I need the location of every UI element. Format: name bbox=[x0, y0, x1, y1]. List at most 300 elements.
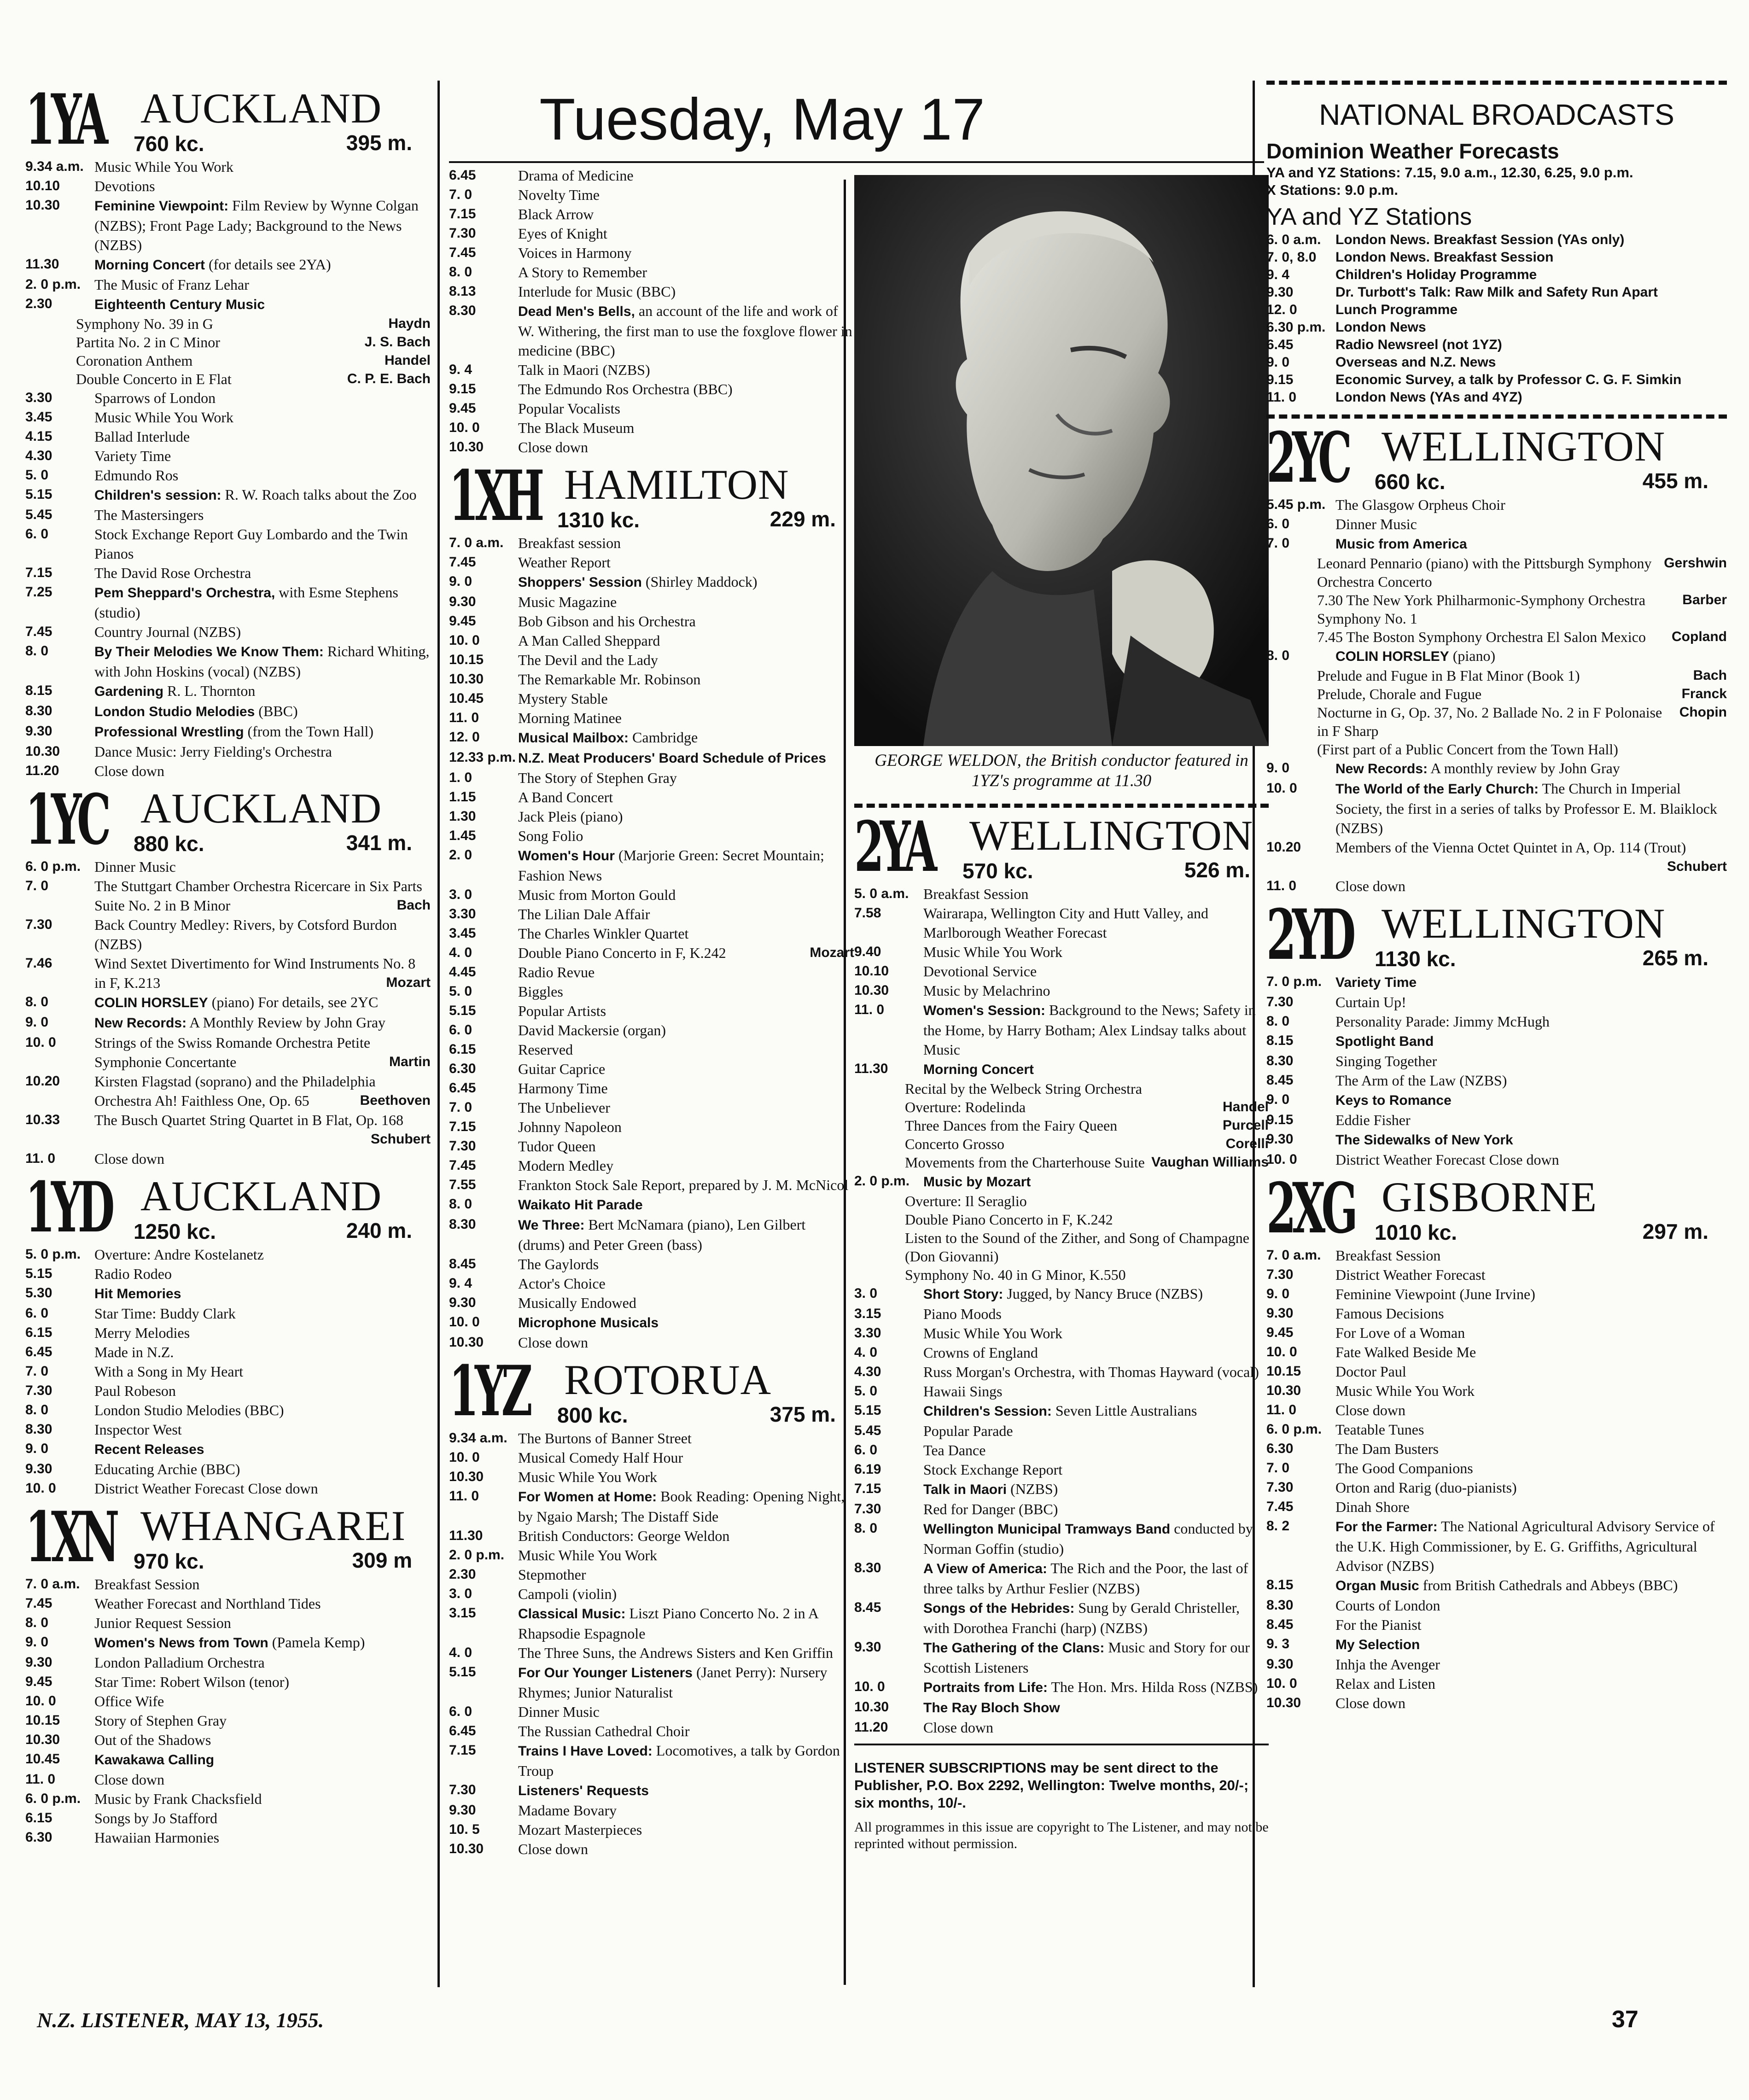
programme bbox=[923, 1000, 1269, 1059]
programme bbox=[94, 505, 431, 525]
programme bbox=[94, 485, 431, 505]
programme bbox=[94, 915, 431, 954]
time: 6. 0 a.m. bbox=[1266, 232, 1321, 247]
time: 10.45 bbox=[25, 1751, 60, 1767]
programme-detail: Film Review by Wynne Colgan (NZBS); Front Page Lady; Background to the News (NZBS) bbox=[94, 197, 419, 253]
programme-feature: COLIN HORSLEY bbox=[94, 995, 208, 1010]
time: 10.20 bbox=[25, 1073, 60, 1089]
ya-yz-heading: YA and YZ Stations bbox=[1266, 204, 1472, 230]
programme-row bbox=[1266, 1362, 1727, 1381]
time: 2.30 bbox=[25, 296, 52, 311]
programme-detail: Red for Danger (BBC) bbox=[923, 1501, 1058, 1517]
programme-feature: Classical Music: bbox=[518, 1606, 626, 1622]
programme bbox=[1335, 1693, 1727, 1713]
time: 9.30 bbox=[1266, 1132, 1294, 1147]
programme-row bbox=[25, 446, 431, 466]
programme bbox=[94, 1613, 431, 1633]
programme-row bbox=[1266, 1071, 1727, 1090]
programme-detail: Close down bbox=[1335, 1402, 1405, 1418]
programme bbox=[518, 1117, 854, 1137]
time: 11. 0 bbox=[854, 1002, 885, 1017]
time: 7.45 bbox=[449, 554, 476, 570]
time: 6.45 bbox=[1266, 337, 1294, 352]
programme-row bbox=[1266, 1381, 1727, 1400]
title-rule bbox=[449, 161, 1264, 163]
programme-row bbox=[449, 1584, 854, 1604]
programme-detail: Devotional Service bbox=[923, 963, 1037, 980]
station-callsign: 1YA bbox=[25, 79, 105, 160]
station-frequency: 880 kc. bbox=[134, 832, 204, 856]
programme-feature: Short Story: bbox=[923, 1287, 1003, 1302]
programme-row bbox=[25, 1342, 431, 1362]
time: 7.30 bbox=[1266, 1267, 1294, 1282]
time: 8.15 bbox=[1266, 1577, 1294, 1592]
time: 9.45 bbox=[1266, 1325, 1294, 1340]
programme-detail: Inspector West bbox=[94, 1421, 182, 1438]
composer: Chopin bbox=[1679, 705, 1727, 720]
time: 7. 0 a.m. bbox=[1266, 1248, 1321, 1263]
programme-row bbox=[1266, 646, 1727, 666]
programme bbox=[1335, 1265, 1727, 1284]
time: 3.15 bbox=[854, 1306, 881, 1321]
programme bbox=[518, 262, 854, 282]
station-city: AUCKLAND bbox=[140, 1172, 382, 1219]
programme-detail: Eddie Fisher bbox=[1335, 1112, 1411, 1128]
programme-work bbox=[854, 1135, 1269, 1153]
programme bbox=[518, 708, 854, 728]
programme-row bbox=[449, 1001, 854, 1021]
programme-feature: Feminine Viewpoint: bbox=[94, 198, 229, 214]
programme-row bbox=[25, 1459, 431, 1479]
programme-detail: Teatable Tunes bbox=[1335, 1421, 1424, 1438]
programme-row bbox=[449, 1059, 854, 1079]
programme-row bbox=[25, 1110, 431, 1149]
programme-feature: N.Z. Meat Producers' Board Schedule of Prices bbox=[518, 751, 826, 766]
programme bbox=[94, 1653, 431, 1672]
programme-detail: District Weather Forecast Close down bbox=[1335, 1151, 1559, 1168]
programme-detail: Merry Melodies bbox=[94, 1324, 190, 1341]
programme bbox=[518, 924, 854, 943]
programme-feature: Keys to Romance bbox=[1335, 1093, 1452, 1108]
programme-row bbox=[25, 1633, 431, 1653]
time: 10. 0 bbox=[854, 1679, 885, 1694]
programme-row bbox=[854, 1362, 1269, 1382]
programme-row bbox=[25, 505, 431, 525]
programme-row bbox=[449, 1215, 854, 1254]
programme bbox=[94, 1342, 431, 1362]
conductor-photo bbox=[854, 175, 1269, 746]
time: 7. 0 bbox=[25, 1364, 49, 1379]
programme bbox=[923, 1598, 1269, 1638]
programme-row bbox=[1266, 1458, 1727, 1478]
time: 7.30 bbox=[449, 1138, 476, 1154]
composer: Bach bbox=[396, 898, 431, 913]
programme bbox=[923, 1698, 1269, 1718]
programme bbox=[518, 807, 854, 826]
programme-row bbox=[449, 1643, 854, 1662]
programme-row bbox=[854, 1382, 1269, 1401]
composer: Franck bbox=[1681, 686, 1727, 701]
programme-row bbox=[25, 1400, 431, 1420]
programme bbox=[518, 885, 854, 904]
programme bbox=[94, 1013, 431, 1033]
time: 3.15 bbox=[449, 1605, 476, 1621]
programme bbox=[518, 572, 854, 592]
station-wavelength: 341 m. bbox=[346, 831, 412, 855]
programme-row bbox=[449, 185, 854, 204]
programme bbox=[1335, 1051, 1727, 1071]
time: 11. 0 bbox=[25, 1151, 56, 1166]
programme-row bbox=[854, 1718, 1269, 1737]
time: 6. 0 bbox=[449, 1704, 472, 1719]
programme-row bbox=[25, 275, 431, 294]
time: 9.15 bbox=[449, 381, 476, 397]
programme-row bbox=[25, 915, 431, 954]
programme-row bbox=[854, 1479, 1269, 1499]
programme-row bbox=[25, 1381, 431, 1400]
programme: Overseas and N.Z. News bbox=[1335, 355, 1496, 370]
programme-detail: Personality Parade: Jimmy McHugh bbox=[1335, 1013, 1550, 1030]
programme-detail: Sung by Gerald Christeller, with Dorothea Franchi (harp) (NZBS) bbox=[923, 1599, 1240, 1636]
programme-detail: with Esme Stephens (studio) bbox=[94, 584, 398, 621]
time: 8. 0 bbox=[1266, 648, 1290, 663]
station-city: WHANGAREI bbox=[140, 1502, 406, 1549]
programme-row bbox=[25, 1283, 431, 1304]
programme bbox=[518, 904, 854, 924]
programme-detail: The Gaylords bbox=[518, 1256, 599, 1272]
programme-row bbox=[449, 1780, 854, 1801]
time: 8.13 bbox=[449, 284, 476, 299]
time: 7.30 bbox=[449, 1782, 476, 1797]
time: 10. 0 bbox=[449, 420, 480, 435]
programme-row bbox=[449, 807, 854, 826]
programme bbox=[518, 438, 854, 457]
programme-row bbox=[1266, 1674, 1727, 1693]
programme-work bbox=[1266, 666, 1727, 685]
time: 8.45 bbox=[854, 1600, 881, 1615]
programme-work bbox=[854, 1266, 1269, 1284]
programme-feature: Dead Men's Bells, bbox=[518, 304, 635, 319]
programme-detail: The Busch Quartet String Quartet in B Flat, Op. 168 bbox=[94, 1112, 404, 1128]
programme-row bbox=[449, 1117, 854, 1137]
time: 4.30 bbox=[854, 1364, 881, 1379]
station-frequency: 570 kc. bbox=[962, 859, 1033, 883]
time: 10. 5 bbox=[449, 1822, 480, 1837]
programme-row bbox=[854, 1401, 1269, 1421]
programme bbox=[923, 1460, 1269, 1479]
programme-detail: For the Pianist bbox=[1335, 1616, 1422, 1633]
programme bbox=[923, 1718, 1269, 1737]
programme-row bbox=[449, 1021, 854, 1040]
programme-detail: The Dam Busters bbox=[1335, 1441, 1439, 1457]
programme-row bbox=[1266, 876, 1727, 896]
station-frequency: 760 kc. bbox=[134, 132, 204, 156]
programme-detail: Voices in Harmony bbox=[518, 245, 632, 261]
programme bbox=[1335, 1130, 1727, 1150]
section-divider bbox=[854, 1744, 1269, 1745]
programme-row bbox=[25, 1420, 431, 1439]
programme-detail: Close down bbox=[1335, 878, 1405, 894]
programme-detail: The Glasgow Orpheus Choir bbox=[1335, 496, 1505, 513]
time: 9. 0 bbox=[1266, 1092, 1290, 1107]
programme bbox=[94, 876, 431, 915]
programme bbox=[518, 185, 854, 204]
programme bbox=[94, 1828, 431, 1847]
station-city: WELLINGTON bbox=[969, 812, 1253, 859]
time: 7.55 bbox=[449, 1177, 476, 1192]
time: 9. 0 bbox=[25, 1015, 49, 1030]
time: 10.20 bbox=[1266, 840, 1301, 855]
station-wavelength: 309 m bbox=[352, 1548, 412, 1572]
national-item bbox=[1266, 319, 1727, 336]
time: 8. 2 bbox=[1266, 1518, 1290, 1534]
programme bbox=[1335, 1246, 1727, 1265]
time: 10.30 bbox=[25, 198, 60, 213]
programme-detail: Madame Bovary bbox=[518, 1802, 617, 1819]
programme-feature: Talk in Maori bbox=[923, 1482, 1007, 1497]
programme-work bbox=[25, 351, 431, 370]
programme: London News bbox=[1335, 320, 1426, 335]
programme-row bbox=[449, 438, 854, 457]
programme-detail: Eyes of Knight bbox=[518, 225, 607, 242]
programme-row bbox=[854, 1460, 1269, 1479]
work-title: 7.30 The New York Philharmonic-Symphony Orchestra Symphony No. 1 bbox=[1317, 592, 1646, 627]
programme-detail: Musically Endowed bbox=[518, 1295, 636, 1311]
programme bbox=[518, 1098, 854, 1117]
programme bbox=[94, 1149, 431, 1168]
programme-detail: Wind Sextet Divertimento for Wind Instruments No. 8 in F, K.213 bbox=[94, 955, 416, 991]
programme-feature: Children's Session: bbox=[923, 1404, 1052, 1419]
programme-detail: Biggles bbox=[518, 983, 563, 1000]
programme-detail: Kirsten Flagstad (soprano) and the Philadelphia Orchestra Ah! Faithless One, Op. 65 bbox=[94, 1073, 376, 1109]
programme-row bbox=[449, 379, 854, 399]
work-title: Concerto Grosso bbox=[905, 1136, 1004, 1152]
programme bbox=[94, 1283, 431, 1304]
time: 9.30 bbox=[1266, 1657, 1294, 1672]
programme bbox=[94, 1750, 431, 1770]
time: 9. 0 bbox=[25, 1441, 49, 1456]
time: 11. 0 bbox=[1266, 1402, 1297, 1418]
programme-feature: Gardening bbox=[94, 684, 164, 699]
time: 11. 0 bbox=[449, 1488, 479, 1504]
station-header bbox=[1266, 417, 1727, 498]
programme-row bbox=[25, 761, 431, 781]
programme bbox=[518, 204, 854, 224]
programme bbox=[94, 1033, 431, 1072]
programme bbox=[518, 631, 854, 650]
time: 10.10 bbox=[854, 963, 889, 979]
programme bbox=[1335, 1634, 1727, 1655]
programme-feature: The Ray Bloch Show bbox=[923, 1700, 1060, 1715]
work-title: Prelude and Fugue in B Flat Minor (Book 1) bbox=[1317, 667, 1580, 684]
programme-row bbox=[25, 1033, 431, 1072]
footer-publication: N.Z. LISTENER, MAY 13, 1955. bbox=[37, 2008, 324, 2032]
programme-row bbox=[449, 924, 854, 943]
programme-detail: (from the Town Hall) bbox=[247, 723, 374, 740]
programme-feature: For Women at Home: bbox=[518, 1489, 657, 1505]
programme-detail: Interlude for Music (BBC) bbox=[518, 283, 676, 300]
programme-detail: Relax and Listen bbox=[1335, 1675, 1435, 1692]
programme bbox=[518, 1175, 854, 1195]
programme-row bbox=[449, 826, 854, 846]
programme: Children's Holiday Programme bbox=[1335, 267, 1537, 282]
programme bbox=[518, 1274, 854, 1293]
programme-row bbox=[449, 982, 854, 1001]
time: 1. 0 bbox=[449, 770, 472, 785]
programme bbox=[1335, 876, 1727, 896]
programme-row bbox=[25, 1479, 431, 1498]
time: 2. 0 p.m. bbox=[25, 277, 81, 292]
time: 6. 0 bbox=[25, 1306, 49, 1321]
programme bbox=[1335, 1517, 1727, 1575]
time: 2.30 bbox=[449, 1567, 476, 1582]
programme-detail: Modern Medley bbox=[518, 1157, 614, 1174]
programme-detail: from British Cathedrals and Abbeys (BBC) bbox=[1423, 1577, 1678, 1593]
station-callsign: 1YD bbox=[25, 1167, 111, 1248]
programme bbox=[518, 826, 854, 846]
composer: C. P. E. Bach bbox=[347, 371, 431, 386]
programme-detail: The Three Suns, the Andrews Sisters and Ken Griffin bbox=[518, 1645, 834, 1661]
programme-feature: Trains I Have Loved: bbox=[518, 1744, 653, 1759]
column-2 bbox=[449, 166, 854, 1859]
programme bbox=[94, 294, 431, 315]
programme-row bbox=[25, 876, 431, 915]
time: 8.30 bbox=[854, 1560, 881, 1575]
time: 9.30 bbox=[25, 1655, 52, 1670]
programme bbox=[923, 962, 1269, 981]
programme-row bbox=[449, 1565, 854, 1584]
programme-detail: Story of Stephen Gray bbox=[94, 1712, 227, 1729]
time: 5.15 bbox=[854, 1403, 881, 1418]
time: 6. 0 p.m. bbox=[25, 859, 81, 874]
time: 9.30 bbox=[449, 594, 476, 609]
programme-work bbox=[1266, 591, 1727, 628]
programme-detail: Tudor Queen bbox=[518, 1138, 596, 1155]
programme bbox=[518, 1021, 854, 1040]
programme bbox=[94, 275, 431, 294]
programme-detail: Harmony Time bbox=[518, 1080, 608, 1097]
time: 6.15 bbox=[449, 1042, 476, 1057]
programme-row bbox=[1266, 1051, 1727, 1071]
programme-detail: Music by Melachrino bbox=[923, 982, 1050, 999]
station-wavelength: 526 m. bbox=[1184, 858, 1250, 882]
programme-feature: By Their Melodies We Know Them: bbox=[94, 644, 324, 659]
programme-detail: Novelty Time bbox=[518, 187, 600, 203]
time: 10. 0 bbox=[449, 633, 480, 648]
time: 5.15 bbox=[25, 487, 52, 502]
time: 8.30 bbox=[1266, 1598, 1294, 1613]
programme bbox=[518, 1312, 854, 1333]
programme-work bbox=[854, 1079, 1269, 1098]
time: 2. 0 p.m. bbox=[449, 1547, 505, 1563]
programme-row bbox=[854, 1172, 1269, 1192]
time: 9.45 bbox=[449, 401, 476, 416]
time: 9.15 bbox=[1266, 1112, 1294, 1127]
station-header bbox=[1266, 1168, 1727, 1249]
station-city: ROTORUA bbox=[564, 1356, 772, 1403]
time: 11. 0 bbox=[25, 1772, 56, 1787]
programme-detail: Music While You Work bbox=[923, 944, 1063, 960]
programme-row bbox=[1266, 1575, 1727, 1596]
programme bbox=[1335, 1400, 1727, 1420]
programme-detail: Cambridge bbox=[632, 729, 698, 746]
programme-detail: Jugged, by Nancy Bruce (NZBS) bbox=[1007, 1285, 1203, 1302]
programme-row bbox=[1266, 1110, 1727, 1130]
programme-feature: Recent Releases bbox=[94, 1442, 204, 1457]
programme-detail: The Mastersingers bbox=[94, 507, 204, 523]
programme-work bbox=[854, 1153, 1269, 1172]
programme-feature: Spotlight Band bbox=[1335, 1034, 1434, 1049]
composer: Bach bbox=[1693, 668, 1727, 683]
programme bbox=[94, 388, 431, 408]
time: 9.30 bbox=[854, 1639, 881, 1655]
station-city: WELLINGTON bbox=[1382, 900, 1666, 947]
time: 5.15 bbox=[449, 1664, 476, 1680]
programme bbox=[518, 612, 854, 631]
time: 9.34 a.m. bbox=[25, 159, 84, 174]
programme bbox=[94, 857, 431, 876]
programme-detail: Out of the Shadows bbox=[94, 1732, 211, 1748]
programme bbox=[94, 1770, 431, 1789]
time: 10.30 bbox=[1266, 1383, 1301, 1398]
programme-detail: Close down bbox=[94, 1150, 164, 1167]
time: 1.30 bbox=[449, 809, 476, 824]
station-1yd bbox=[25, 1167, 431, 1498]
programme-row bbox=[449, 1741, 854, 1780]
programme-feature: We Three: bbox=[518, 1218, 585, 1233]
time: 5.45 p.m. bbox=[1266, 497, 1326, 512]
programme bbox=[1335, 1304, 1727, 1323]
time: 8.45 bbox=[449, 1256, 476, 1272]
programme bbox=[1335, 1420, 1727, 1439]
programme-row bbox=[25, 1730, 431, 1750]
programme-feature: The Sidewalks of New York bbox=[1335, 1132, 1513, 1148]
programme-row bbox=[854, 981, 1269, 1000]
programme-row bbox=[449, 1801, 854, 1820]
time: 4. 0 bbox=[854, 1345, 878, 1360]
programme bbox=[94, 1245, 431, 1264]
station-city: HAMILTON bbox=[564, 461, 789, 508]
programme bbox=[518, 1137, 854, 1156]
column-3 bbox=[854, 804, 1269, 1852]
programme-detail: Curtain Up! bbox=[1335, 994, 1406, 1010]
programme-row bbox=[25, 1439, 431, 1459]
time: 4.45 bbox=[449, 964, 476, 980]
programme-row bbox=[25, 1264, 431, 1283]
programme-row bbox=[449, 418, 854, 438]
programme-detail: A Monthly Review by John Gray bbox=[189, 1014, 386, 1031]
programme-feature: Waikato Hit Parade bbox=[518, 1197, 643, 1213]
national-item bbox=[1266, 231, 1727, 249]
work-title: Double Piano Concerto in F, K.242 bbox=[905, 1211, 1113, 1228]
time: 6.15 bbox=[25, 1325, 52, 1340]
time: 6.19 bbox=[854, 1462, 881, 1477]
programme-row bbox=[25, 1750, 431, 1770]
time: 7. 0 bbox=[449, 1100, 472, 1115]
time: 7.30 bbox=[25, 1383, 52, 1398]
station-1yc bbox=[25, 779, 431, 1168]
programme bbox=[518, 418, 854, 438]
composer: J. S. Bach bbox=[364, 334, 431, 350]
time: 10.45 bbox=[449, 691, 484, 706]
time: 6. 0 bbox=[1266, 516, 1290, 531]
station-frequency: 1130 kc. bbox=[1375, 947, 1456, 971]
programme-row bbox=[25, 1362, 431, 1381]
composer: Beethoven bbox=[360, 1093, 431, 1108]
time: 9. 0 bbox=[449, 574, 472, 589]
programme-row bbox=[1266, 1031, 1727, 1051]
programme bbox=[94, 954, 431, 992]
